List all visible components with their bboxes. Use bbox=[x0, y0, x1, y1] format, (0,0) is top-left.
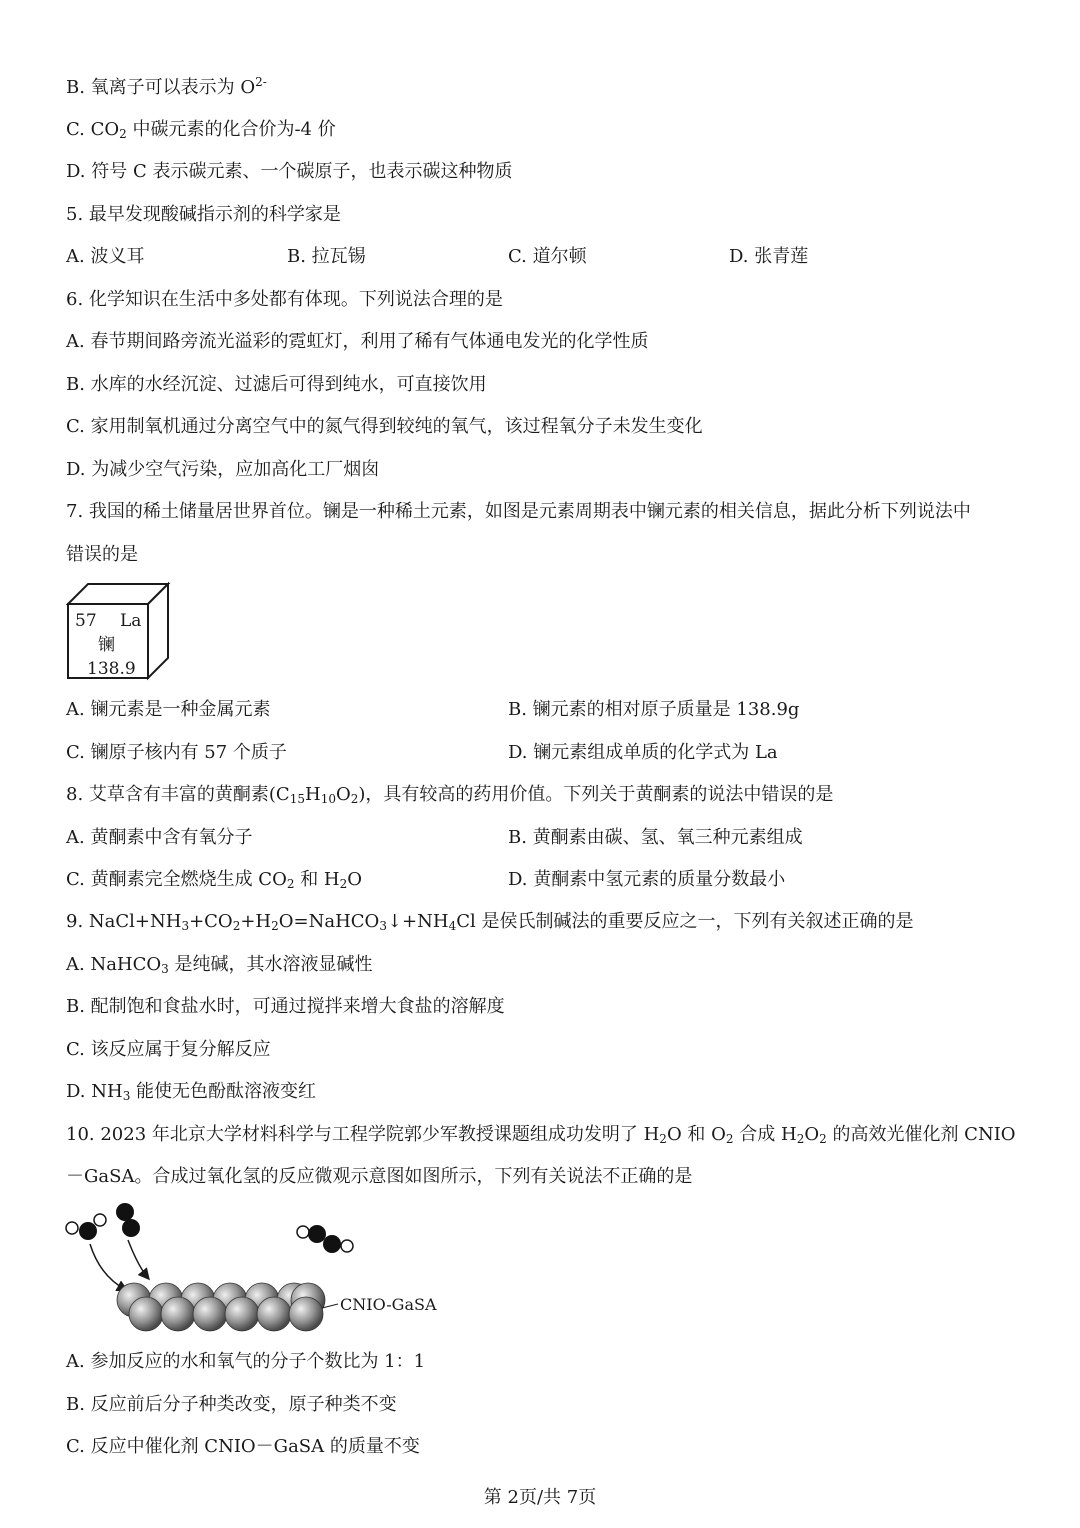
element-atomic-number: 57 bbox=[75, 611, 97, 631]
q10-stem-line2: －GaSA。合成过氧化氢的反应微观示意图如图所示，下列有关说法不正确的是 bbox=[66, 1166, 693, 1187]
q8-option-a: A. 黄酮素中含有氧分子 bbox=[66, 827, 253, 848]
q9-option-c: C. 该反应属于复分解反应 bbox=[66, 1039, 271, 1060]
q9-option-d: D. $NH_3$ 能使无色酚酞溶液变红 bbox=[66, 1081, 317, 1103]
q5-option-c: C. 道尔顿 bbox=[508, 246, 587, 267]
q8-stem: 8. 艾草含有丰富的黄酮素$(C_{15}H_{10}O_2)$，具有较高的药用价值。下列关于黄酮素的说法中错误的是 bbox=[66, 784, 834, 806]
water-molecule-icon bbox=[66, 1214, 106, 1240]
page-footer: 第 2页/共 7页 bbox=[483, 1487, 597, 1508]
q7-option-d: D. 镧元素组成单质的化学式为 La bbox=[508, 742, 778, 763]
arrow-icon bbox=[90, 1244, 126, 1290]
q10-option-b: B. 反应前后分子种类改变，原子种类不变 bbox=[66, 1394, 397, 1415]
q10-option-c: C. 反应中催化剂 CNIO－GaSA 的质量不变 bbox=[66, 1436, 420, 1457]
q10-option-a: A. 参加反应的水和氧气的分子个数比为 1：1 bbox=[66, 1351, 426, 1372]
element-name: 镧 bbox=[98, 635, 115, 655]
q7-stem-line2: 错误的是 bbox=[66, 544, 138, 565]
q9-option-a: A. NaHCO$_3$ 是纯碱，其水溶液显碱性 bbox=[66, 954, 373, 976]
catalyst-surface bbox=[117, 1283, 325, 1331]
q6-option-d: D. 为减少空气污染，应加高化工厂烟囱 bbox=[66, 459, 380, 480]
q9-option-b: B. 配制饱和食盐水时，可通过搅拌来增大食盐的溶解度 bbox=[66, 996, 505, 1017]
q7-option-c: C. 镧原子核内有 57 个质子 bbox=[66, 742, 287, 763]
q10-stem-line1: 10. 2023 年北京大学材料科学与工程学院郭少军教授课题组成功发明了 $H_2O$ 和 $O_2$ 合成 $H_2O_2$ 的高效光催化剂 CNIO bbox=[66, 1124, 1016, 1146]
q8-option-b: B. 黄酮素由碳、氢、氧三种元素组成 bbox=[508, 827, 803, 848]
q6-option-b: B. 水库的水经沉淀、过滤后可得到纯水，可直接饮用 bbox=[66, 374, 487, 395]
q8-option-c: C. 黄酮素完全燃烧生成 $CO_2$ 和 $H_2O$ bbox=[66, 869, 363, 891]
element-cell-diagram bbox=[60, 580, 180, 684]
element-symbol: La bbox=[120, 611, 142, 631]
q7-option-a: A. 镧元素是一种金属元素 bbox=[66, 699, 271, 720]
q6-option-a: A. 春节期间路旁流光溢彩的霓虹灯，利用了稀有气体通电发光的化学性质 bbox=[66, 331, 649, 352]
q9-stem: 9. $NaCl+NH_3+CO_2+H_2O=NaHCO_3↓+NH_4Cl$ 是侯氏制碱法的重要反应之一，下列有关叙述正确的是 bbox=[66, 911, 914, 933]
q4-option-d: D. 符号 C 表示碳元素、一个碳原子，也表示碳这种物质 bbox=[66, 161, 513, 182]
reaction-micro-diagram bbox=[60, 1198, 460, 1338]
q7-option-b: B. 镧元素的相对原子质量是 138.9g bbox=[508, 699, 800, 720]
q5-option-d: D. 张青莲 bbox=[729, 246, 809, 267]
q6-option-c: C. 家用制氧机通过分离空气中的氮气得到较纯的氧气，该过程氧分子未发生变化 bbox=[66, 416, 703, 437]
q6-stem: 6. 化学知识在生活中多处都有体现。下列说法合理的是 bbox=[66, 289, 503, 310]
element-mass: 138.9 bbox=[87, 659, 136, 679]
q8-option-d: D. 黄酮素中氢元素的质量分数最小 bbox=[508, 869, 786, 890]
q5-option-a: A. 波义耳 bbox=[66, 246, 145, 267]
catalyst-label: CNIO-GaSA bbox=[340, 1295, 437, 1314]
arrow-icon bbox=[128, 1240, 148, 1278]
hydrogen-peroxide-molecule-icon bbox=[297, 1225, 353, 1253]
q5-option-b: B. 拉瓦锡 bbox=[287, 246, 366, 267]
q7-stem-line1: 7. 我国的稀土储量居世界首位。镧是一种稀土元素，如图是元素周期表中镧元素的相关信息，据此分析下列说法中 bbox=[66, 501, 971, 522]
q4-option-b: B. 氧离子可以表示为 $O^{2-}$ bbox=[66, 75, 267, 98]
oxygen-molecule-icon bbox=[116, 1203, 140, 1237]
q4-option-c: C. $CO_2$ 中碳元素的化合价为-4 价 bbox=[66, 119, 336, 141]
q5-stem: 5. 最早发现酸碱指示剂的科学家是 bbox=[66, 204, 341, 225]
